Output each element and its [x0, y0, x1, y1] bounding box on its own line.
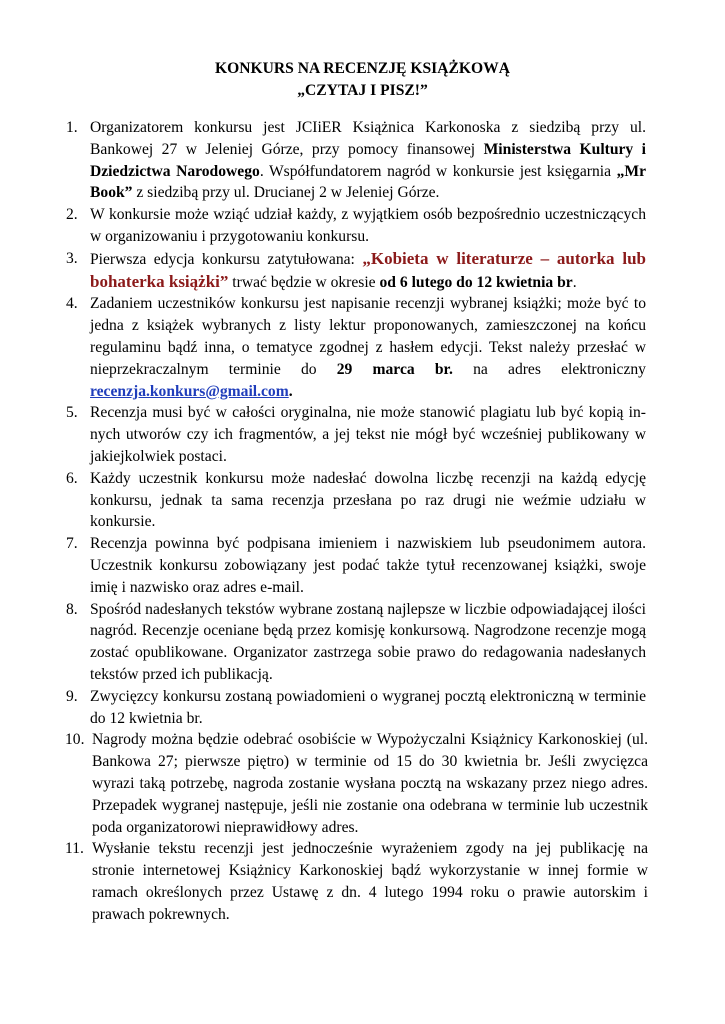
title-line-2: „CZYTAJ I PISZ!”	[297, 82, 428, 99]
rule-item-6	[66, 468, 646, 533]
rule-number: 4.	[66, 295, 78, 313]
rule-item-2	[66, 204, 646, 248]
rule-text: Zadaniem uczestników konkursu jest napisanie recenzji wybranej książki; może być to jedna z książek wybranych z listy lektur proponowanych, zamieszczonej na końcu regulaminu bądź inna, o tematyce zgodnej z hasłem edycji. Tekst należy przesłać w nieprzekraczalnym terminie do	[90, 295, 646, 378]
rule-number: 3.	[66, 249, 78, 267]
document-title	[0, 58, 725, 102]
rule-number: 8.	[66, 600, 78, 618]
rule-text: .	[572, 273, 577, 291]
rule-text: Każdy uczestnik konkursu może nadesłać dowolna liczbę recenzji na każdą edycję konkursu, jednak ta sama recenzja przesłana po raz drugi nie weźmie udziału w konkursie.	[90, 469, 646, 531]
rule-text: trwać będzie w okresie	[228, 273, 380, 291]
rule-item-1	[66, 117, 647, 204]
rule-item-9	[66, 686, 646, 730]
rule-text: Recenzja musi być w całości oryginalna, nie może stanowić plagiatu lub być kopią innych utworów czy ich fragmentów, a jej tekst nie mógł być wcześniej publikowany w jakiejkolwiek postaci.	[90, 404, 646, 465]
rule-number: 11.	[65, 840, 84, 858]
rule-bold-text: 29 marca br.	[336, 360, 453, 378]
rule-text: z siedzibą przy ul. Drucianej 2 w Jeleniej Górze.	[132, 184, 440, 202]
rule-item-7	[66, 533, 646, 598]
rule-bold-text: „Mr Book”	[90, 162, 646, 202]
rule-text: W konkursie może wziąć udział każdy, z wyjątkiem osób bezpośrednio uczestniczących w organizowaniu i przygotowaniu konkursu.	[90, 206, 646, 245]
rule-number: 7.	[66, 535, 78, 553]
rules-list	[0, 117, 648, 925]
rule-number: 6.	[66, 469, 78, 487]
rule-bold-text: od 6 lutego do 12 kwietnia br	[379, 273, 573, 291]
rule-text: Organizatorem konkursu jest JCIiER Książnica Karkonoska z siedzibą przy ul. Bankowej 27 w Jeleniej Górze, przy pomocy finansowej	[90, 119, 646, 158]
rule-number: 10.	[65, 731, 85, 749]
rule-text: Zwycięzcy konkursu zostaną powiadomieni o wygranej pocztą elektroniczną w terminie do 12 kwietnia br.	[90, 687, 646, 727]
contest-theme-title: „Kobieta w literaturze – autorka lub bohaterka książki”	[90, 248, 646, 291]
rule-text: na adres elektroniczny	[452, 360, 646, 378]
rule-item-10	[65, 729, 648, 838]
rule-number: 9.	[66, 687, 78, 705]
rule-number: 2.	[66, 206, 78, 224]
title-line-1: KONKURS NA RECENZJĘ KSIĄŻKOWĄ	[214, 60, 511, 77]
rule-number: 1.	[66, 119, 78, 136]
rule-bold-text: Ministerstwa Kultury i Dziedzictwa Narodowego	[90, 140, 647, 180]
rule-item-5	[66, 402, 646, 467]
rule-text: Nagrody można będzie odebrać osobiście w Wypożyczalni Książnicy Karkonoskiej (ul. Bankowa 27; pierwsze piętro) w terminie od 15 do 30 kwietnia br. Jeśli zwycięzca wyrazi taką potrzebę, nagroda zostanie wysłana pocztą na wskazany przez niego adres. Przepadek wygranej następuje, jeśli nie zostanie ona odebrana w terminie lub uczestnik poda organizatorowi nieprawidłowy adres.	[92, 731, 648, 836]
rule-item-4	[66, 293, 646, 402]
rule-text: .	[288, 382, 293, 400]
rule-item-8	[66, 599, 646, 686]
rule-item-3	[66, 248, 646, 294]
rule-text: Recenzja powinna być podpisana imieniem i nazwiskiem lub pseudonimem autora. Uczestnik konkursu zobowiązany jest podać także tytuł recenzowanej książki, swoje imię i nazwisko oraz adres e-mail.	[90, 535, 646, 596]
rule-text: Spośród nadesłanych tekstów wybrane zostaną najlepsze w liczbie odpowiadającej ilości nagród. Recenzje oceniane będą przez komisję konkursową. Nagrodzone recenzje mogą zostać opublikowane. Organizator zastrzega sobie prawo do redagowania nadesłanych tekstów przed ich publikacją.	[90, 600, 646, 683]
rule-text: . Współfundatorem nagród w konkursie jest księgarnia	[259, 162, 617, 180]
rule-number: 5.	[66, 404, 78, 422]
rule-item-11	[65, 838, 648, 925]
rule-text: Pierwsza edycja konkursu zatytułowana:	[90, 250, 363, 268]
email-link[interactable]: recenzja.konkurs@gmail.com	[90, 382, 289, 400]
rule-text: Wysłanie tekstu recenzji jest jednocześnie wyrażeniem zgody na jej publikację na stronie internetowej Książnicy Karkonoskiej bądź wykorzystanie w innej formie w ramach określonych przez Ustawę z dn. 4 lutego 1994 roku o prawie autorskim i prawach pokrewnych.	[92, 840, 648, 923]
